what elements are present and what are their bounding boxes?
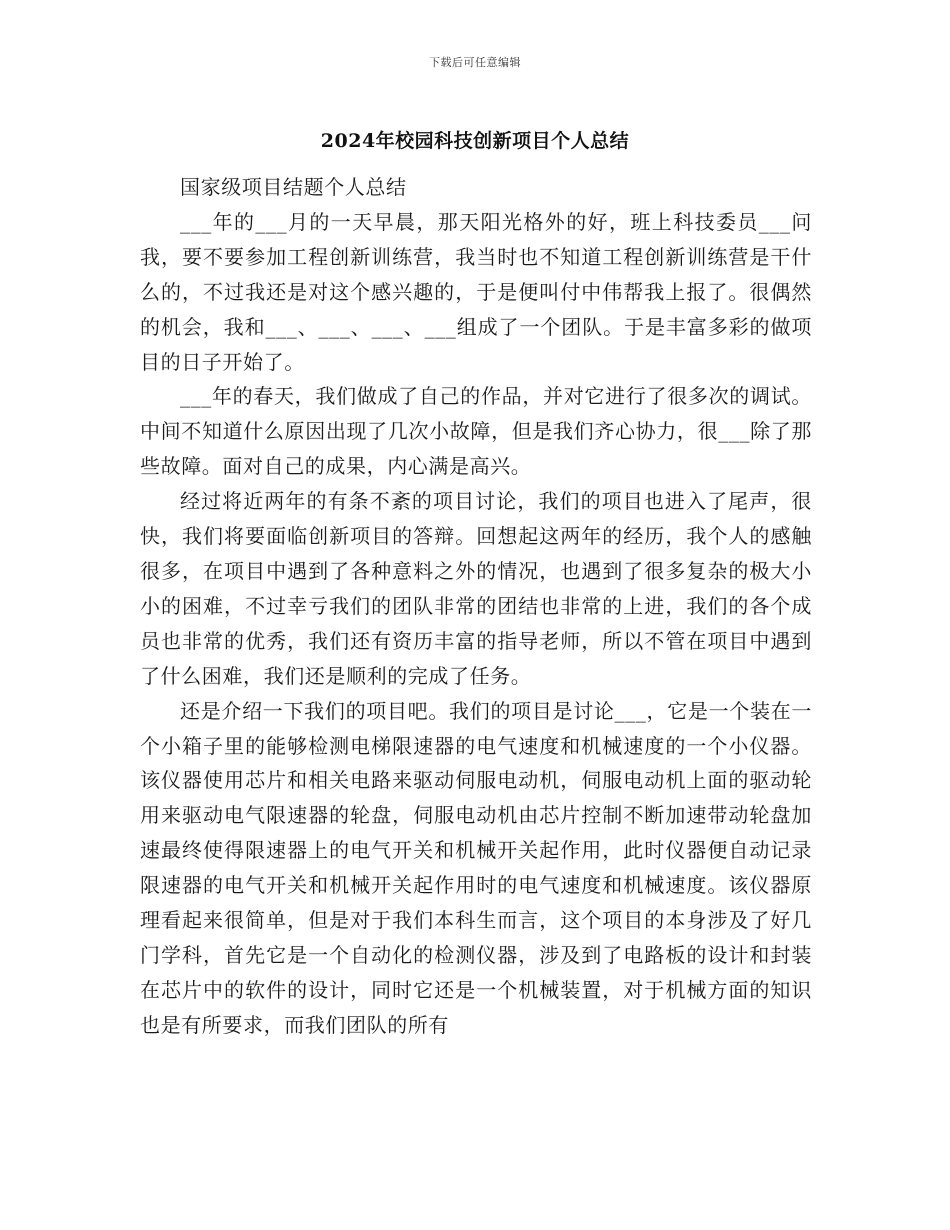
paragraph: ___年的___月的一天早晨，那天阳光格外的好，班上科技委员___问我，要不要参加工程创新训练营，我当时也不知道工程创新训练营是干什么的，不过我还是对这个感兴趣的，于是便叫付中伟帮我上报了。很偶然的机会，我和___、___、___、___组成了一个团队。于是丰富多彩的做项目的日子开始了。 (140, 209, 812, 374)
paragraph: ___年的春天，我们做成了自己的作品，并对它进行了很多次的调试。中间不知道什么原因出现了几次小故障，但是我们齐心协力，很___除了那些故障。面对自己的成果，内心满是高兴。 (140, 384, 812, 479)
paragraph-subtitle: 国家级项目结题个人总结 (180, 175, 407, 199)
paragraph: 还是介绍一下我们的项目吧。我们的项目是讨论___，它是一个装在一个小箱子里的能够检测电梯限速器的电气速度和机械速度的一个小仪器。该仪器使用芯片和相关电路来驱动伺服电动机，伺服电动机上面的驱动轮用来驱动电气限速器的轮盘，伺服电动机由芯片控制不断加速带动轮盘加速最终使得限速器上的电气开关和机械开关起作用，此时仪器便自动记录限速器的电气开关和机械开关起作用时的电气速度和机械速度。该仪器原理看起来很简单，但是对于我们本科生而言，这个项目的本身涉及了好几门学科，首先它是一个自动化的检测仪器，涉及到了电路板的设计和封装在芯片中的软件的设计，同时它还是一个机械装置，对于机械方面的知识也是有所要求，而我们团队的所有 (140, 698, 812, 1037)
document-title: 2024年校园科技创新项目个人总结 (320, 130, 630, 152)
paragraph: 经过将近两年的有条不紊的项目讨论，我们的项目也进入了尾声，很快，我们将要面临创新项目的答辩。回想起这两年的经历，我个人的感触很多，在项目中遇到了各种意料之外的情况，也遇到了很多复杂的极大小小的困难，不过幸亏我们的团队非常的团结也非常的上进，我们的各个成员也非常的优秀，我们还有资历丰富的指导老师，所以不管在项目中遇到了什么困难，我们还是顺利的完成了任务。 (140, 489, 812, 688)
header-note: 下载后可任意编辑 (429, 56, 521, 69)
document-body (140, 170, 812, 1043)
